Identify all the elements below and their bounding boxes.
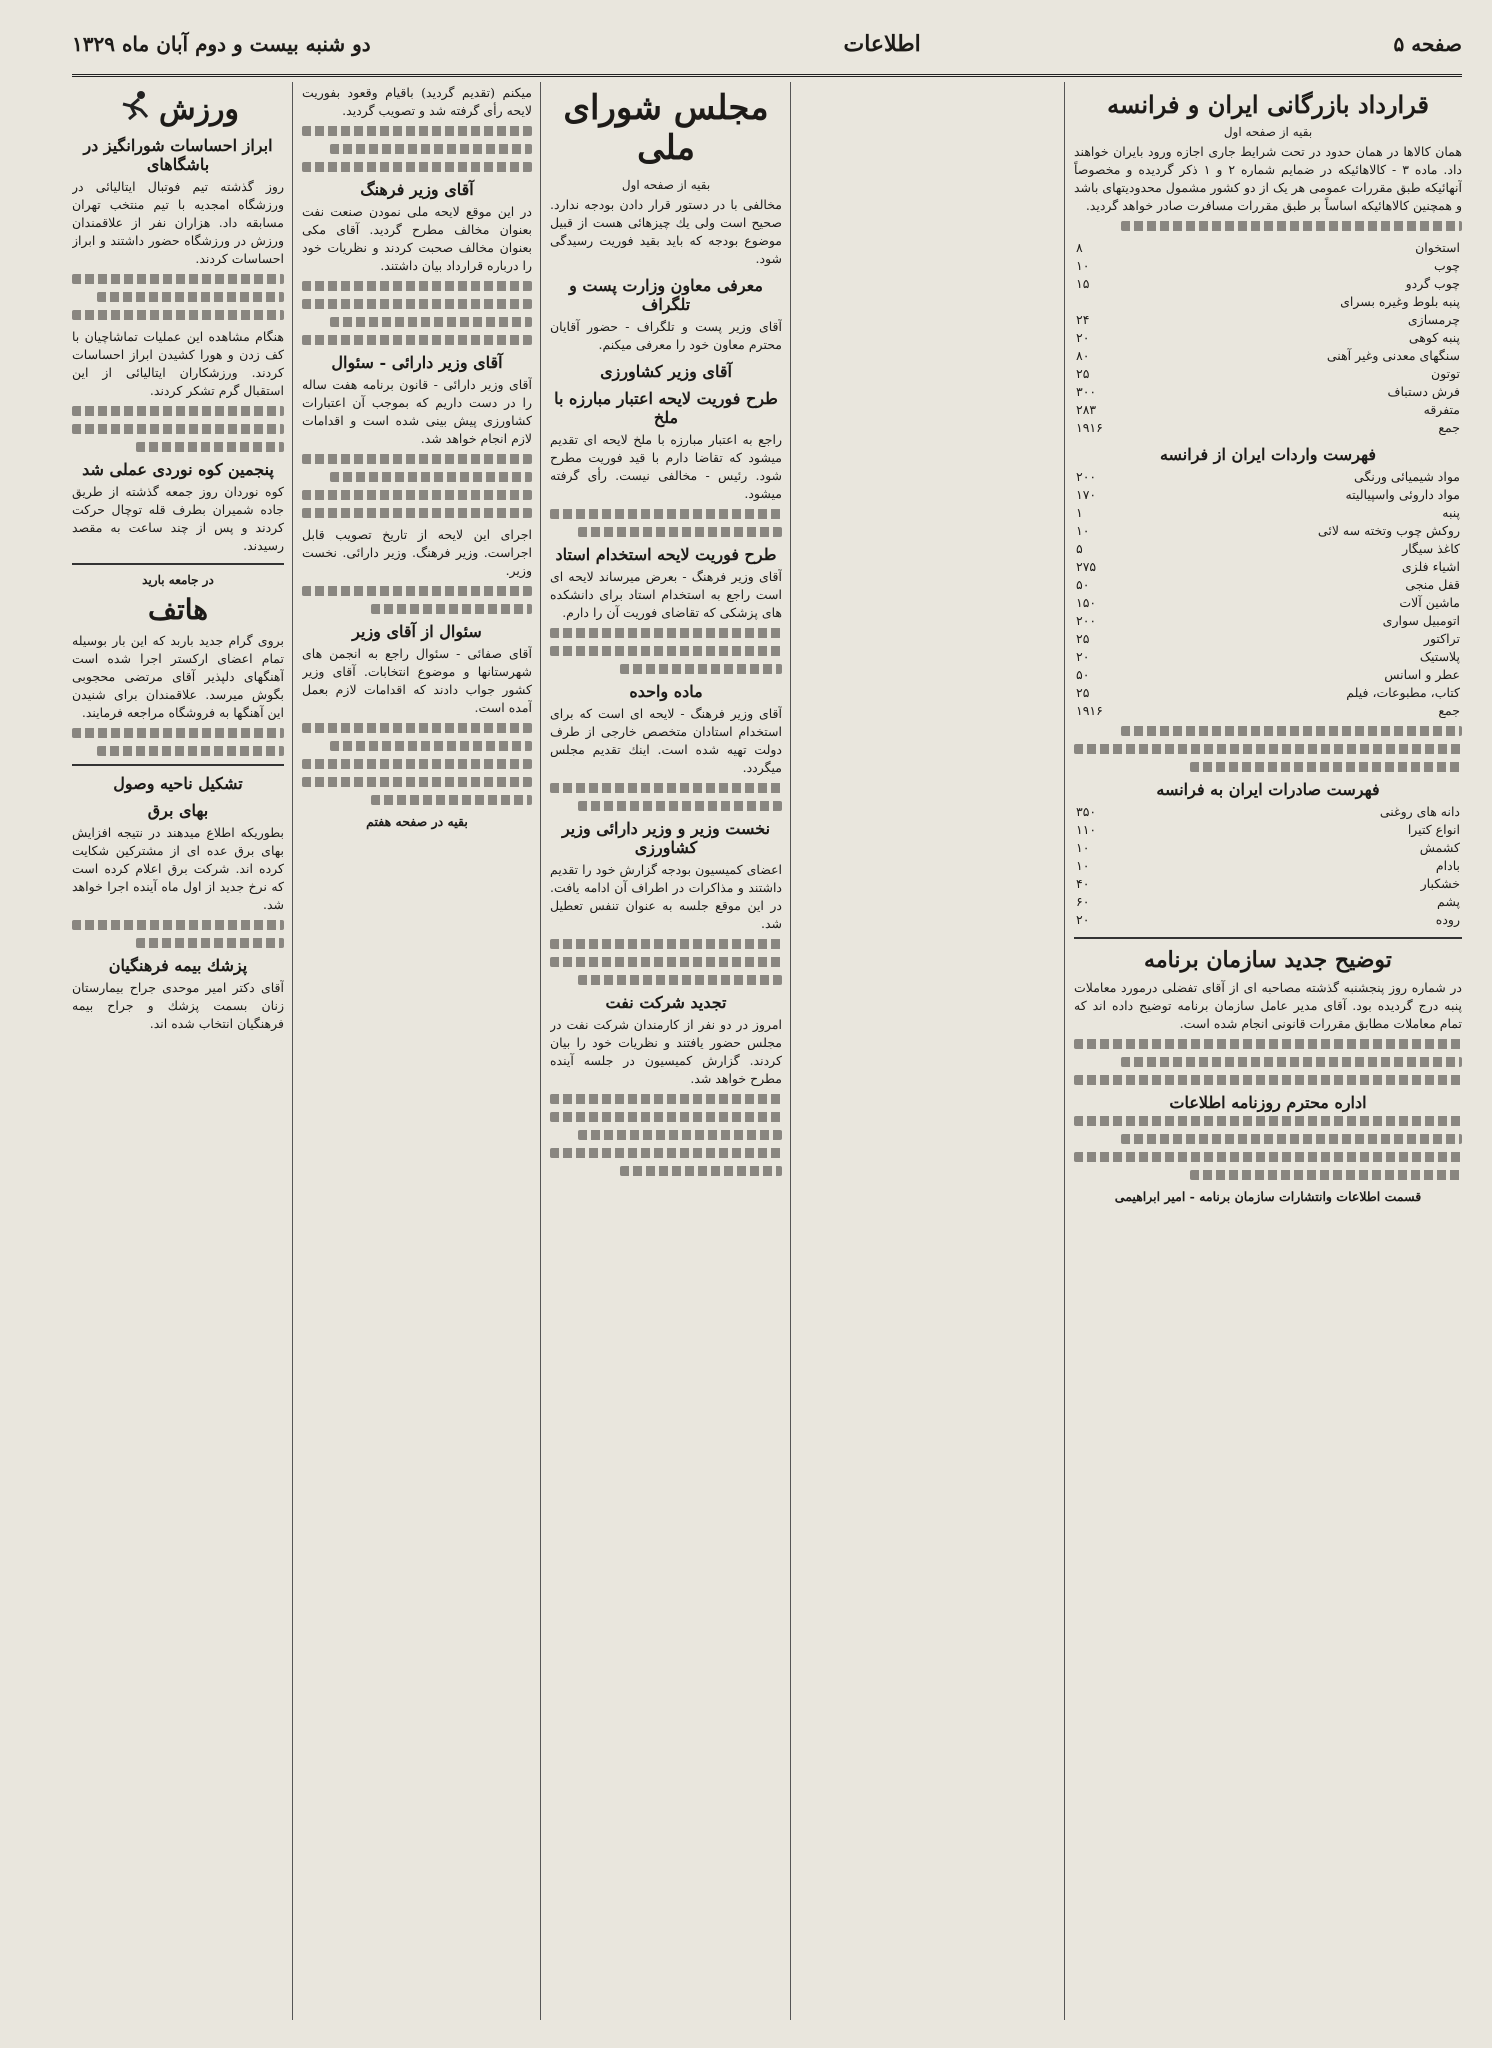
section-heading: اداره محترم روزنامه اطلاعات: [1169, 1093, 1367, 1112]
text-line: [302, 454, 532, 464]
section-heading: فهرست واردات ایران از فرانسه: [1159, 445, 1377, 464]
table-row: جمع ۱۹۱۶: [1076, 703, 1460, 718]
article-body: بطوریکه اطلاع میدهند در نتیجه افزایش بهای برق عده ای از مشترکین شکایت کرده اند. شرکت برق اعلام کرده است که نرخ جدید از اول ماه آینده اجرا خواهد شد.: [72, 825, 284, 912]
column-trade-agreement: [1074, 84, 1462, 2020]
text-line: [620, 664, 782, 674]
article-body: در شماره روز پنجشنبه گذشته مصاحبه ای از آقای تفضلی درمورد معاملات پنبه درج گردیده بود. آقای مدیر عامل سازمان برنامه توضیح داده اند که تمام معاملات مطابق مقررات قانونی انجام شده است.: [1074, 980, 1462, 1031]
text-line: [330, 317, 532, 327]
text-line: [620, 1166, 782, 1176]
text-line: [302, 126, 532, 136]
article-title: توضیح جدید سازمان برنامه: [1144, 947, 1392, 973]
page-number: صفحه ۵: [1393, 32, 1462, 56]
text-line: [302, 723, 532, 733]
continued-note: بقیه از صفحه اول: [621, 178, 711, 192]
table-row: روکش چوب وتخته سه لائی ۱۰: [1076, 523, 1460, 538]
column-majlis: [550, 84, 782, 2020]
article-title: مجلس شورای ملی: [563, 88, 769, 168]
table-row: قفل منجی ۵۰: [1076, 577, 1460, 592]
text-line: [330, 741, 532, 751]
text-line: [72, 406, 284, 416]
table-row: چرمسازی ۲۴: [1076, 312, 1460, 327]
table-row: جمع ۱۹۱۶: [1076, 420, 1460, 435]
table-row: پنبه بلوط وغیره بسرای: [1340, 294, 1460, 309]
section-heading: آقای وزیر فرهنگ: [360, 180, 474, 199]
masthead: [72, 14, 1462, 77]
article-body: امروز در دو نفر از کارمندان شرکت نفت در مجلس حضور یافتند و نظریات خود را بیان کردند. گزارش کمیسیون در جلسه آینده مطرح خواهد شد.: [550, 1017, 782, 1086]
article-body: آقای وزیر فرهنگ - بعرض میرساند لایحه ای است راجع به استخدام استاد برای دانشکده های پزشکی که تقاضای فوریت آن را دارم.: [550, 569, 782, 620]
text-line: [550, 939, 782, 949]
section-heading: پنجمین کوه نوردی عملی شد: [82, 460, 274, 479]
text-line: [330, 472, 532, 482]
import-table: [1074, 468, 1462, 720]
ad-label: در جامعه بارید: [142, 573, 214, 587]
article-body: اعضای کمیسیون بودجه گزارش خود را تقدیم داشتند و مذاکرات در اطراف آن ادامه یافت. در این موقع جلسه به عنوان تنفس تعطیل شد.: [550, 862, 782, 931]
table-row: پنبه کوهی ۲۰: [1076, 330, 1460, 345]
section-heading: تشکیل ناحیه وصول: [113, 774, 243, 793]
text-line: [1074, 1039, 1462, 1049]
table-row: ماشین آلات ۱۵۰: [1076, 595, 1460, 610]
text-line: [578, 801, 782, 811]
ad-title: هاتف: [147, 593, 209, 626]
divider: [72, 764, 284, 766]
article-body: مخالفی با در دستور قرار دادن بودجه ندارد. صحیح است ولی یك چیزهائی هست از قبیل موضوع بودجه که باید بقید فوریت رسیدگی شود.: [550, 197, 782, 266]
table-row: مواد شیمیائی ورنگی ۲۰۰: [1076, 469, 1460, 484]
article-body: روز گذشته تیم فوتبال ایتالیائی در ورزشگاه امجدیه با تیم منتخب تهران مسابقه داد. هزاران نفر از علاقمندان ورزش در ورزشگاه حضور داشتند و ابراز احساسات کردند.: [72, 179, 284, 266]
text-line: [72, 274, 284, 284]
text-line: [97, 746, 284, 756]
text-line: [578, 1130, 782, 1140]
section-heading: سئوال از آقای وزیر: [352, 622, 482, 641]
sports-header: [72, 90, 284, 128]
section-heading: پزشك بیمه فرهنگیان: [108, 956, 248, 975]
export-table: [1074, 239, 1462, 437]
text-line: [1121, 726, 1462, 736]
text-line: [550, 957, 782, 967]
article-body: در این موقع لایحه ملی نمودن صنعت نفت بعنوان مخالف مطرح گردید. آقای مکی بعنوان مخالف صحبت کردند و نظریات خود را درباره قرارداد بیان داشتند.: [302, 204, 532, 273]
section-heading: طرح فوریت لایحه اعتبار مبارزه با ملخ: [554, 389, 778, 427]
table-row: پلاستیک ۲۰: [1076, 649, 1460, 664]
table-row: چوب گردو ۱۵: [1076, 276, 1460, 291]
text-line: [550, 646, 782, 656]
text-line: [330, 144, 532, 154]
continued-note: بقیه از صفحه اول: [1223, 125, 1313, 139]
section-heading: فهرست صادرات ایران به فرانسه: [1156, 780, 1380, 799]
table-row: سنگهای معدنی وغیر آهنی ۸۰: [1076, 348, 1460, 363]
column-sports: [72, 84, 284, 2020]
table-row: بادام ۱۰: [1076, 858, 1460, 873]
text-line: [578, 527, 782, 537]
table-row: اتومبیل سواری ۲۰۰: [1076, 613, 1460, 628]
text-line: [72, 728, 284, 738]
column-rule: [292, 82, 293, 2020]
text-line: [72, 920, 284, 930]
section-heading: تجدید شرکت نفت: [605, 993, 727, 1012]
text-line: [1074, 744, 1462, 754]
text-line: [1121, 1134, 1462, 1144]
text-line: [1121, 1057, 1462, 1067]
article-body: میکنم (تقدیم گردید) باقیام وقعود بفوریت لایحه رأی گرفته شد و تصویب گردید.: [302, 85, 532, 118]
divider: [72, 563, 284, 565]
text-line: [97, 292, 284, 302]
article-body: اجرای این لایحه از تاریخ تصویب قابل اجراست. وزیر فرهنگ. وزیر دارائی. نخست وزیر.: [302, 527, 532, 578]
article-body: آقای صفائی - سئوال راجع به انجمن های شهرستانها و موضوع انتخابات. آقای وزیر کشور جواب دادند که اقدامات لازم بعمل آمده است.: [302, 646, 532, 715]
text-line: [1074, 1116, 1462, 1126]
text-line: [302, 162, 532, 172]
column-rule: [790, 82, 791, 2020]
text-line: [550, 1148, 782, 1158]
text-line: [1190, 762, 1462, 772]
column-rule: [1064, 82, 1065, 2020]
text-line: [550, 1094, 782, 1104]
article-body: کوه نوردان روز جمعه گذشته از طریق جاده شمیران بطرف قله توچال حرکت کردند و پس از چند ساعت به مقصد رسیدند.: [72, 484, 284, 553]
section-heading: بهای برق: [147, 801, 209, 820]
text-line: [302, 490, 532, 500]
sports-title: ورزش: [158, 91, 240, 127]
article-title: قرارداد بازرگانی ایران و فرانسه: [1107, 90, 1429, 119]
text-line: [302, 777, 532, 787]
section-heading: ماده واحده: [629, 682, 703, 701]
text-line: [302, 335, 532, 345]
table-row: کاغذ سیگار ۵: [1076, 541, 1460, 556]
text-line: [72, 310, 284, 320]
table-row: فرش دستباف ۳۰۰: [1076, 384, 1460, 399]
table-row: مواد داروئی واسپیالیته ۱۷۰: [1076, 487, 1460, 502]
table-row: روده ۲۰: [1076, 912, 1460, 927]
divider: [1074, 937, 1462, 939]
article-body: آقای وزیر فرهنگ - لایحه ای است که برای استخدام استادان متخصص خارجی از طرف دولت تهیه شده است. اینك تقدیم مجلس میگردد.: [550, 706, 782, 775]
table-row: خشکبار ۴۰: [1076, 876, 1460, 891]
text-line: [550, 628, 782, 638]
text-line: [578, 975, 782, 985]
text-line: [302, 299, 532, 309]
text-line: [302, 759, 532, 769]
section-heading: طرح فوریت لایحه استخدام استاد: [555, 545, 777, 564]
article-body: راجع به اعتبار مبارزه با ملخ لایحه ای تقدیم میشود که تقاضا دارم با قید فوریت مطرح شود. رئیس - مخالفی نیست. رأی گرفته میشود.: [550, 432, 782, 501]
table-row: انواع کتیرا ۱۱۰: [1076, 822, 1460, 837]
column-majlis-cont: [302, 84, 532, 2020]
text-line: [550, 783, 782, 793]
section-heading: ابراز احساسات شورانگیز در باشگاهای: [83, 136, 273, 174]
text-line: [302, 281, 532, 291]
export-table-2: [1074, 803, 1462, 929]
date-line: دو شنبه بیست و دوم آبان ماه ۱۳۲۹: [72, 32, 371, 56]
table-row: دانه های روغنی ۳۵۰: [1076, 804, 1460, 819]
text-line: [371, 795, 532, 805]
section-heading: آقای وزیر کشاورزی: [600, 362, 732, 381]
article-body: آقای دکتر امیر موحدی جراح بیمارستان زنان بسمت پزشك و جراح بیمه فرهنگیان انتخاب شده اند.: [72, 980, 284, 1031]
text-line: [302, 508, 532, 518]
continued-note: بقیه در صفحه هفتم: [366, 814, 468, 829]
article-body: هنگام مشاهده این عملیات تماشاچیان با کف زدن و هورا کشیدن ابراز احساسات کردند. ورزشکاران ایتالیائی از این استقبال گرم تشکر کردند.: [72, 329, 284, 398]
table-row: متفرقه ۲۸۳: [1076, 402, 1460, 417]
article-body: آقای وزیر دارائی - قانون برنامه هفت ساله را در دست داریم که بموجب آن اعتبارات کشاورزی پیش بینی شده است و اقدامات لازم انجام خواهد شد.: [302, 377, 532, 446]
text-line: [1074, 1075, 1462, 1085]
article-body: همان کالاها در همان حدود در تحت شرایط جاری اجازه ورود بایران خواهند داد. ماده ۳ - کالاهائیکه در ضمایم شماره ۲ و ۱ ذکر گردیده و مخصوصاً آنهائیکه طبق مقررات عمومی هر یک از دو کشور مشمول محدودیتهای باشد و همچنین کالاهائیکه اساساً بر طبق مقررات مسافرت صادر خواهد گردید.: [1074, 144, 1462, 213]
text-line: [1190, 1170, 1462, 1180]
text-line: [550, 509, 782, 519]
table-row: عطر و اسانس ۵۰: [1076, 667, 1460, 682]
article-body: بروی گرام جدید باربد که این بار بوسیله تمام اعضای ارکستر اجرا شده است آهنگهای دلپذیر آقای مرتضی محجوبی بگوش میرسد. علاقمندان برای شنیدن این آهنگها به فروشگاه مراجعه فرمایند.: [72, 633, 284, 720]
text-line: [136, 442, 284, 452]
text-line: [1074, 1152, 1462, 1162]
text-line: [136, 938, 284, 948]
runner-icon: [117, 90, 151, 128]
table-row: توتون ۲۵: [1076, 366, 1460, 381]
table-row: پنبه ۱: [1076, 505, 1460, 520]
table-row: چوب ۱۰: [1076, 258, 1460, 273]
text-line: [302, 586, 532, 596]
section-heading: آقای وزیر دارائی - سئوال: [331, 353, 503, 372]
column-rule: [540, 82, 541, 2020]
text-line: [550, 1112, 782, 1122]
table-row: کشمش ۱۰: [1076, 840, 1460, 855]
section-heading: نخست وزیر و وزیر دارائی وزیر کشاورزی: [561, 819, 771, 857]
article-body: آقای وزیر پست و تلگراف - حضور آقایان محترم معاون خود را معرفی میکنم.: [550, 319, 782, 352]
table-row: پشم ۶۰: [1076, 894, 1460, 909]
table-row: تراکتور ۲۵: [1076, 631, 1460, 646]
table-row: کتاب، مطبوعات، فیلم ۲۵: [1076, 685, 1460, 700]
text-line: [371, 604, 532, 614]
table-row: اشیاء فلزی ۲۷۵: [1076, 559, 1460, 574]
section-heading: معرفی معاون وزارت پست و تلگراف: [569, 276, 763, 314]
paper-name: اطلاعات: [843, 31, 921, 57]
signature: قسمت اطلاعات وانتشارات سازمان برنامه - امیر ابراهیمی: [1114, 1189, 1422, 1204]
text-line: [72, 424, 284, 434]
table-row: استخوان ۸: [1076, 240, 1460, 255]
text-line: [1121, 221, 1462, 231]
